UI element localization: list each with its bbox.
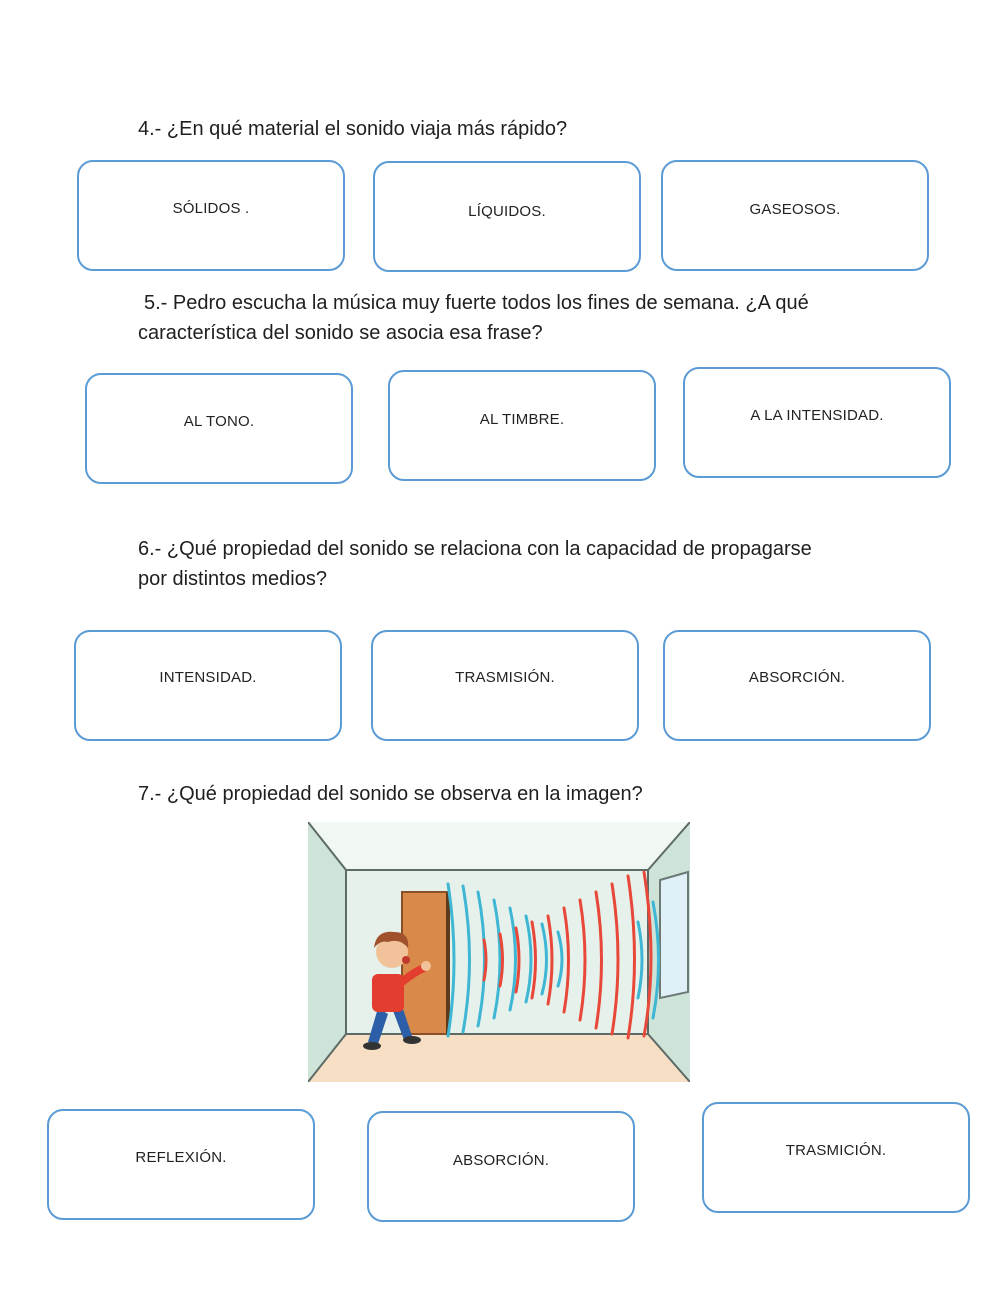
- q6-option-label: TRASMISIÓN.: [455, 669, 555, 686]
- q5-option-label: AL TIMBRE.: [479, 411, 565, 428]
- q6-option-label: ABSORCIÓN.: [748, 669, 846, 686]
- window: [660, 872, 688, 998]
- q4-option-label: GASEOSOS.: [749, 201, 841, 218]
- q5-option-intensidad[interactable]: [683, 367, 951, 478]
- q7-option-label: TRASMICIÓN.: [785, 1142, 887, 1159]
- q5-option-timbre[interactable]: [388, 370, 656, 481]
- q5-option-tono[interactable]: [85, 373, 353, 484]
- q7-option-reflexion[interactable]: [47, 1109, 315, 1220]
- question-7: 7.- ¿Qué propiedad del sonido se observa en la imagen?: [138, 783, 643, 805]
- question-6-line-2: por distintos medios?: [138, 568, 327, 590]
- q4-option-solidos[interactable]: [77, 160, 345, 271]
- q5-option-label: AL TONO.: [183, 413, 255, 430]
- q5-option-label: A LA INTENSIDAD.: [750, 407, 884, 424]
- q7-option-trasmicion[interactable]: [702, 1102, 970, 1213]
- q4-option-gaseosos[interactable]: [661, 160, 929, 271]
- q4-option-label: SÓLIDOS .: [172, 200, 250, 217]
- sound-reflection-illustration: [308, 822, 690, 1082]
- q6-option-label: INTENSIDAD.: [159, 669, 257, 686]
- q6-option-intensidad[interactable]: [74, 630, 342, 741]
- question-5-line-1: 5.- Pedro escucha la música muy fuerte todos los fines de semana. ¿A qué: [144, 292, 809, 314]
- question-5-line-2: característica del sonido se asocia esa frase?: [138, 322, 543, 344]
- question-4: 4.- ¿En qué material el sonido viaja más rápido?: [138, 118, 568, 140]
- q6-option-trasmision[interactable]: [371, 630, 639, 741]
- q6-option-absorcion[interactable]: [663, 630, 931, 741]
- floor: [308, 1034, 690, 1082]
- question-6-line-1: 6.- ¿Qué propiedad del sonido se relaciona con la capacidad de propagarse: [138, 538, 812, 560]
- q4-option-liquidos[interactable]: [373, 161, 641, 272]
- q7-option-label: ABSORCIÓN.: [452, 1152, 550, 1169]
- ceiling: [308, 822, 690, 870]
- q7-option-absorcion[interactable]: [367, 1111, 635, 1222]
- q4-option-label: LÍQUIDOS.: [468, 203, 546, 220]
- q7-option-label: REFLEXIÓN.: [135, 1149, 227, 1166]
